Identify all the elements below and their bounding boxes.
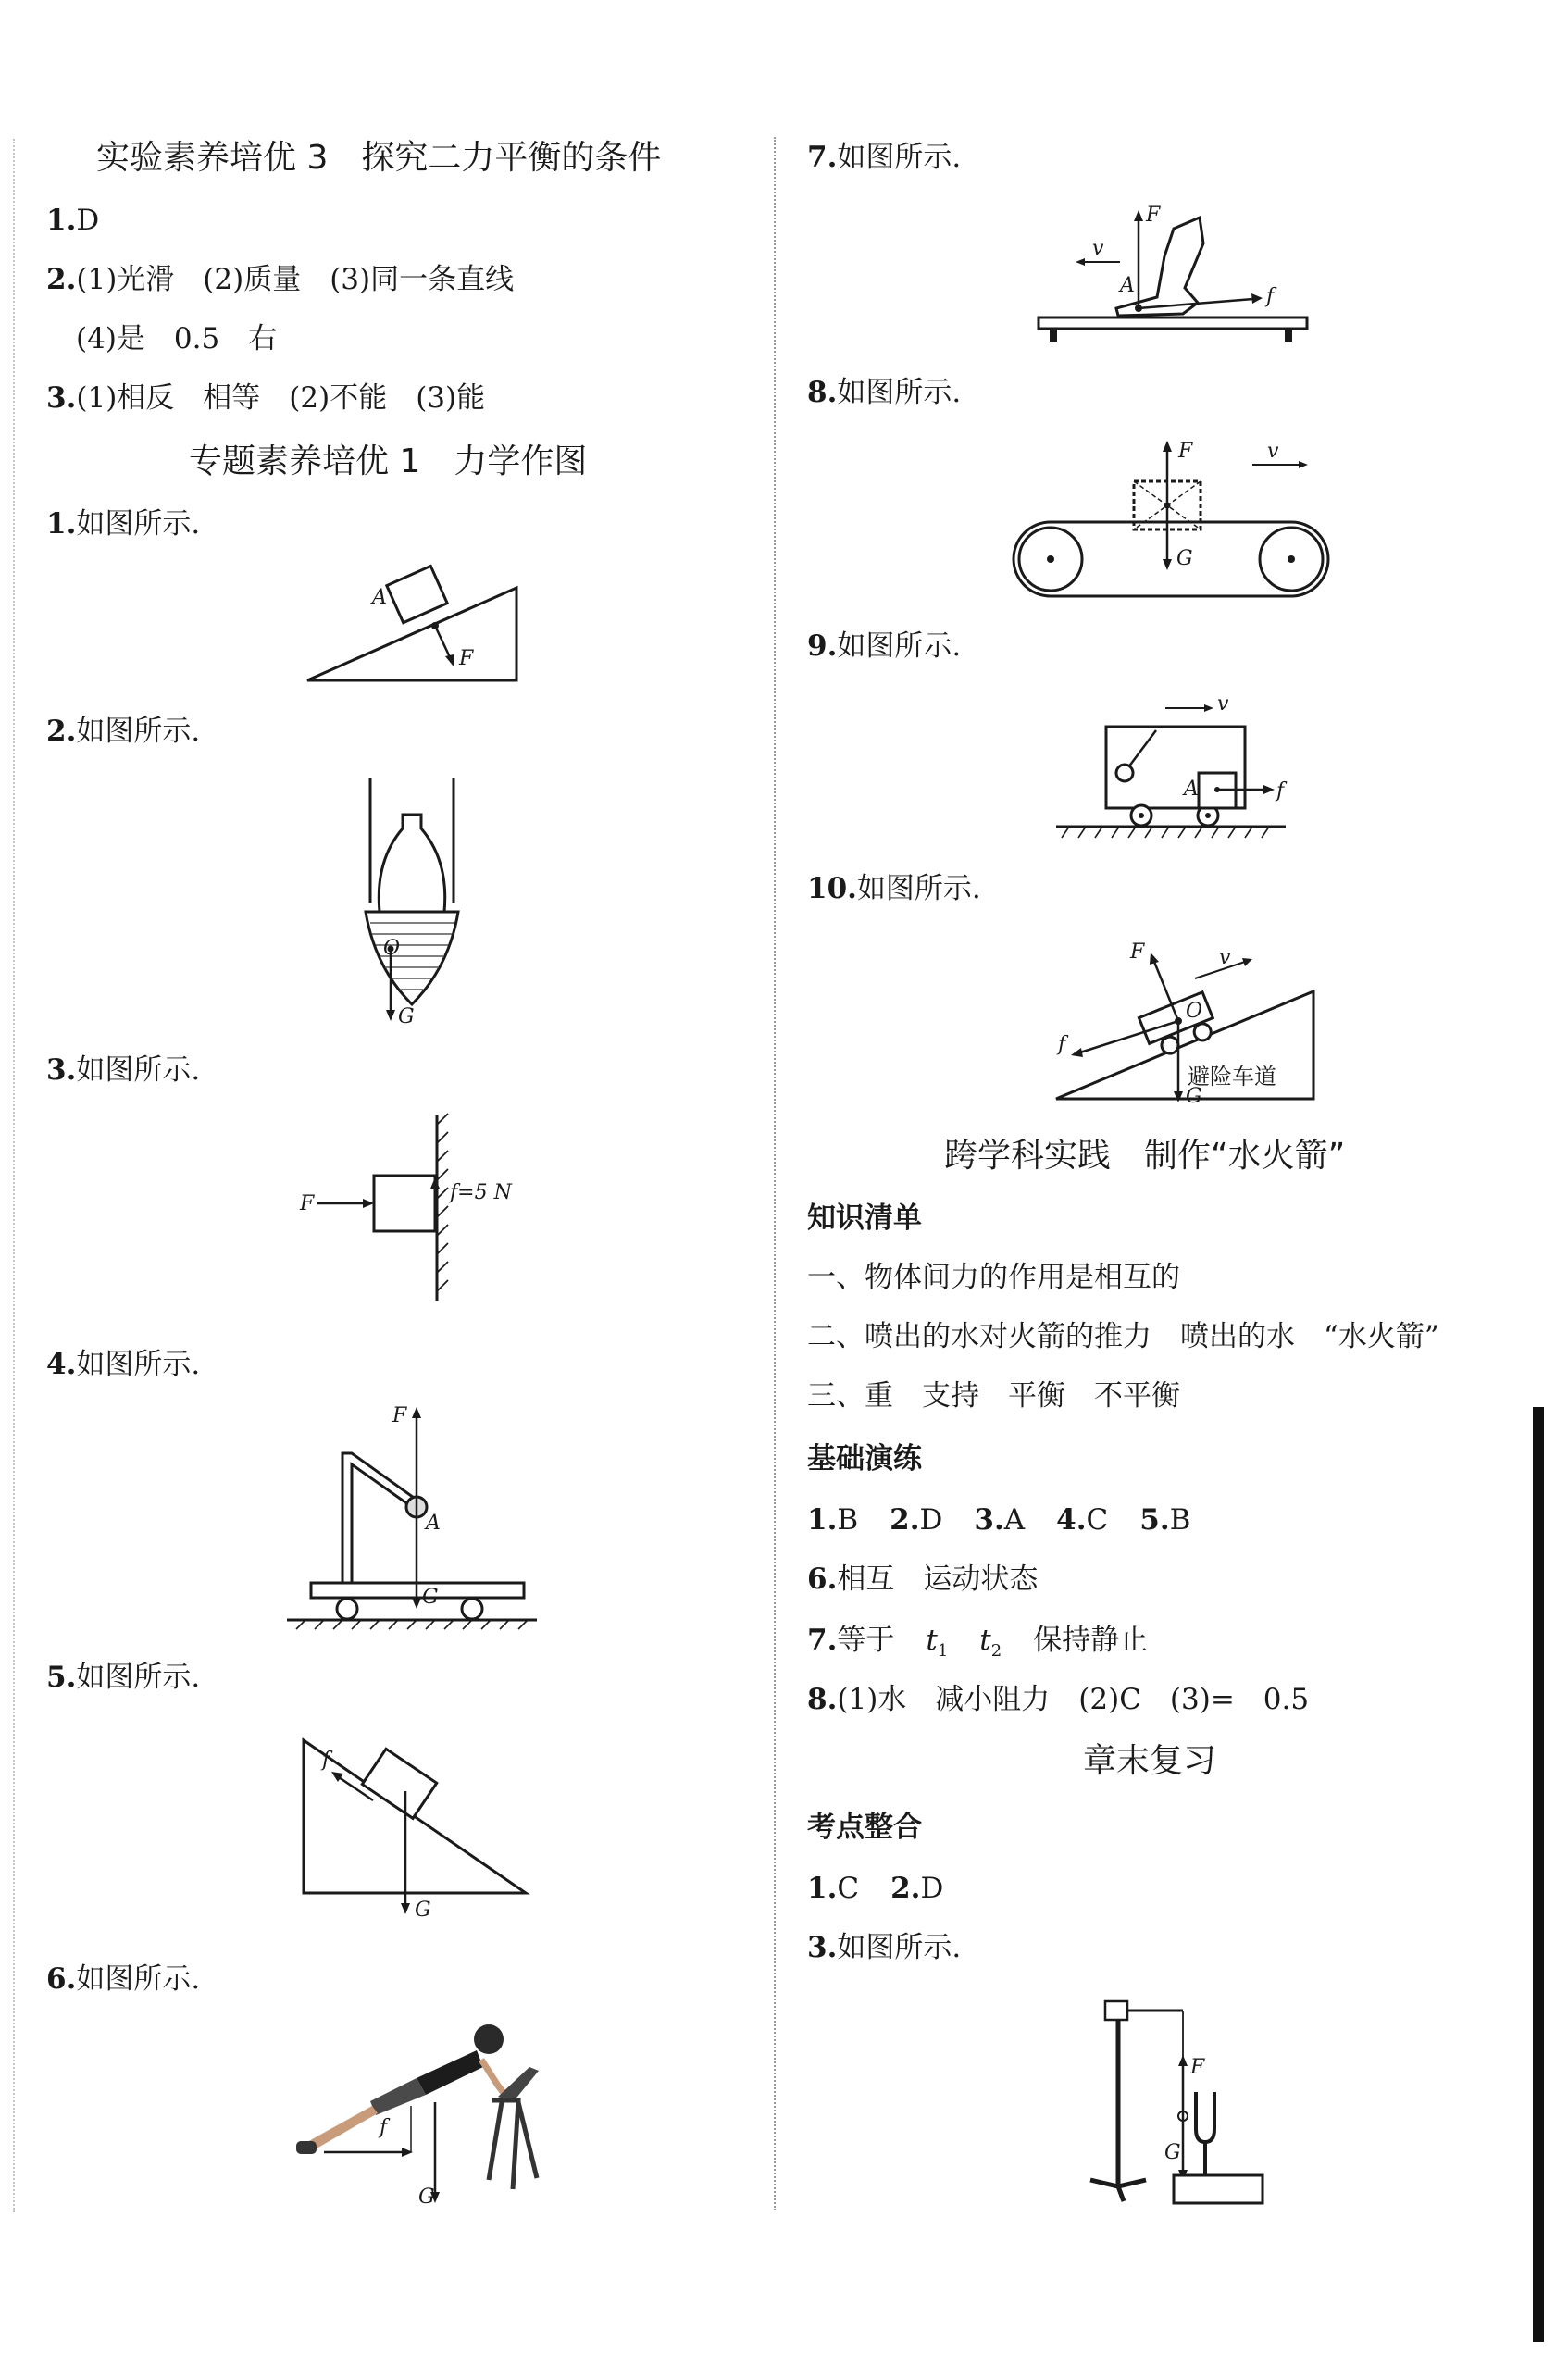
answer-text: (1)水 减小阻力 (2)C (3)= 0.5: [837, 1683, 1310, 1716]
answer-l-item-5: [46, 1659, 200, 1696]
answer-l-item-6: [46, 1961, 200, 1998]
arrow-head: [1076, 258, 1085, 266]
label-f-lower: f: [1266, 285, 1275, 308]
label-g: G: [418, 2185, 435, 2209]
figure-conveyor-belt: [1014, 435, 1338, 602]
figure-block-against-wall: [296, 1111, 537, 1305]
person-arm: [481, 2060, 504, 2093]
cone-vessel: [366, 912, 458, 1004]
edge-bar: [1533, 1407, 1544, 2342]
wheel-axle: [1205, 813, 1211, 818]
arrow-head: [401, 1903, 410, 1914]
answer-text: 保持静止: [1033, 1624, 1149, 1657]
block: [374, 1176, 435, 1231]
label-f: F: [459, 647, 474, 670]
label-f: f: [322, 1749, 330, 1772]
left-margin-rule: [13, 139, 15, 2212]
figure-block-on-steep-incline: [294, 1722, 544, 1935]
arrow-head: [1163, 441, 1172, 452]
answer-text: D: [920, 1872, 944, 1905]
answer-text: 如图所示.: [76, 715, 201, 748]
label-f-upper: F: [1130, 940, 1145, 964]
question-number: 5.: [46, 1661, 77, 1694]
wheel-left: [337, 1599, 357, 1619]
heading-knowledge-list: 知识清单: [807, 1202, 922, 1235]
arrow-head: [1263, 785, 1275, 794]
arrow-head: [412, 1598, 421, 1609]
question-number: 5.: [1139, 1503, 1170, 1537]
chair-back: [498, 2067, 539, 2102]
knowledge-line-1: 一、物体间力的作用是相互的: [807, 1261, 1180, 1294]
question-number: 2.: [890, 1872, 921, 1905]
answer-text: (1)相反 相等 (2)不能 (3)能: [76, 381, 486, 415]
figure-wagon-with-block: [1051, 690, 1291, 847]
arrow-head: [386, 1010, 395, 1021]
label-v: v: [1217, 692, 1229, 716]
arrow-head: [1134, 210, 1143, 221]
answer-l-q1: [46, 202, 99, 239]
knowledge-line-2: 二、喷出的水对火箭的推力 喷出的水 “水火箭”: [807, 1320, 1439, 1353]
question-number: 7.: [807, 1624, 838, 1657]
figure-bottle-in-cone: [352, 773, 491, 1032]
question-number: 1.: [807, 1872, 838, 1905]
foot-outline: [1116, 218, 1203, 316]
board: [1039, 318, 1307, 329]
label-f-upper: F: [1146, 204, 1161, 227]
figure-block-on-incline: [296, 565, 537, 694]
label-g: G: [1164, 2141, 1181, 2164]
section-title-water-rocket: 跨学科实践 制作“水火箭”: [944, 1137, 1346, 1175]
question-number: 6.: [807, 1563, 838, 1596]
arrow-head: [1299, 461, 1308, 468]
label-g: G: [1186, 1085, 1202, 1108]
question-number: 2.: [46, 715, 77, 748]
answer-text: 如图所示.: [837, 141, 962, 174]
roller-axle: [1047, 555, 1054, 563]
label-a: A: [426, 1512, 441, 1535]
question-number: 3.: [974, 1503, 1004, 1537]
label-a: A: [1120, 274, 1135, 297]
label-a: A: [1184, 778, 1199, 801]
arrow-head: [1071, 1048, 1083, 1057]
arrow-head: [1178, 2055, 1188, 2066]
answer-l-q3: [46, 380, 485, 417]
bottle: [379, 815, 444, 912]
answer-text: 如图所示.: [837, 1931, 962, 1964]
arrow-head: [1242, 958, 1252, 966]
answer-text: B: [837, 1503, 859, 1537]
wheel-axle: [1139, 813, 1144, 818]
question-number: 7.: [807, 141, 838, 174]
answer-text: 等于: [837, 1624, 895, 1657]
answer-review-1-2: [807, 1870, 943, 1907]
label-g: G: [422, 1586, 439, 1609]
answer-text: 如图所示.: [76, 1053, 201, 1087]
label-g: G: [1176, 547, 1193, 570]
heading-key-points: 考点整合: [807, 1811, 922, 1844]
answer-r-item-7: [807, 139, 961, 176]
person-torso: [417, 2050, 483, 2095]
label-f: F: [392, 1404, 407, 1427]
label-a: A: [372, 586, 387, 609]
answer-text: 如图所示.: [76, 1962, 201, 1996]
question-number: 8.: [807, 1683, 838, 1716]
clamp: [1105, 2001, 1127, 2020]
label-f: F: [300, 1192, 315, 1215]
wheel-right: [462, 1599, 482, 1619]
question-number: 6.: [46, 1962, 77, 1996]
label-g: G: [415, 1899, 431, 1922]
label-g: G: [398, 1005, 415, 1028]
answer-text: C: [837, 1872, 860, 1905]
answer-text: B: [1169, 1503, 1191, 1537]
answer-text: A: [1003, 1503, 1026, 1537]
figure-crane-cart: [278, 1398, 546, 1629]
question-number: 3.: [807, 1931, 838, 1964]
label-f-5n: f=5 N: [450, 1181, 512, 1204]
knowledge-line-3: 三、重 支持 平衡 不平衡: [807, 1379, 1180, 1413]
block-a: [387, 566, 447, 622]
arrow-head: [1204, 704, 1213, 712]
question-number: 2.: [46, 263, 77, 296]
figure-stand-tuning-fork: [1072, 1990, 1276, 2212]
label-v: v: [1267, 440, 1279, 463]
board-leg-right: [1285, 329, 1292, 342]
question-number: 10.: [807, 872, 857, 905]
answer-text: 相互 运动状态: [837, 1563, 1039, 1596]
arrow-head: [1150, 953, 1159, 965]
label-f: f: [1276, 779, 1285, 803]
answer-text: C: [1086, 1503, 1109, 1537]
label-f: f: [380, 2116, 388, 2139]
answer-l-item-1: [46, 505, 200, 542]
heading-basic-practice: 基础演练: [807, 1442, 922, 1476]
answer-l-q2-line2: (4)是 0.5 右: [76, 322, 278, 355]
figure-person-pushing-chair: [287, 2013, 546, 2208]
label-road: 避险车道: [1188, 1064, 1276, 1090]
question-number: 1.: [46, 204, 77, 237]
label-v: v: [1092, 237, 1104, 260]
board-leg-left: [1050, 329, 1057, 342]
figure-foot-on-board: [1035, 199, 1313, 347]
tuning-fork: [1196, 2092, 1214, 2142]
ground-hatch: [1062, 827, 1269, 838]
section-title-chapter-review: 章末复习: [1083, 1742, 1217, 1780]
arrow-head: [445, 654, 454, 666]
question-number: 4.: [46, 1348, 77, 1381]
answer-row-1-5: [807, 1501, 1190, 1538]
arrow-head: [1163, 559, 1172, 570]
section-title-experiment-3: 实验素养培优 3 探究二力平衡的条件: [96, 139, 662, 177]
answer-r-q7: [807, 1622, 1148, 1670]
label-f: F: [1190, 2056, 1205, 2079]
symbol-t1: t: [926, 1624, 938, 1657]
label-o: O: [1186, 1000, 1203, 1023]
answer-l-item-4: [46, 1346, 200, 1383]
question-number: 3.: [46, 381, 77, 415]
section-title-special-1: 专题素养培优 1 力学作图: [189, 442, 588, 480]
roller-axle: [1288, 555, 1295, 563]
subscript-1: 1: [937, 1641, 949, 1662]
symbol-t2: t: [979, 1624, 991, 1657]
figure-cart-on-ramp: [1051, 930, 1328, 1115]
wall-hatch: [437, 1114, 448, 1291]
answer-text: (1)光滑 (2)质量 (3)同一条直线: [76, 263, 515, 296]
block: [362, 1749, 436, 1818]
answer-text: 如图所示.: [856, 872, 981, 905]
answer-text: 如图所示.: [76, 507, 201, 541]
label-f-lower: f: [1058, 1033, 1066, 1056]
label-o: O: [383, 937, 401, 960]
answer-text: D: [919, 1503, 943, 1537]
person-head: [474, 2024, 504, 2054]
question-number: 2.: [890, 1503, 920, 1537]
person-shorts: [370, 2078, 426, 2115]
question-number: 8.: [807, 376, 838, 409]
resonance-box: [1174, 2175, 1263, 2203]
question-number: 9.: [807, 629, 838, 663]
arrow-head: [412, 1407, 421, 1418]
answer-r-q8: [807, 1681, 1309, 1718]
force-arrow-f: [435, 626, 450, 657]
answer-r-item-9: [807, 628, 961, 665]
column-divider: [774, 137, 776, 2210]
arrow-head: [1174, 1091, 1183, 1102]
chair-legs: [489, 2100, 537, 2189]
answer-l-q2-line1: [46, 261, 514, 298]
pendulum-ball: [1116, 765, 1133, 781]
answer-text: 如图所示.: [76, 1661, 201, 1694]
person-shoe: [296, 2141, 317, 2154]
label-f: F: [1178, 440, 1193, 463]
answer-text: 如图所示.: [837, 629, 962, 663]
answer-l-item-3: [46, 1052, 200, 1089]
label-v: v: [1219, 946, 1231, 969]
arrow-head: [1251, 293, 1263, 304]
question-number: 1.: [46, 507, 77, 541]
subscript-2: 2: [990, 1641, 1002, 1662]
answer-r-item-10: [807, 870, 981, 907]
answer-text: D: [76, 204, 100, 237]
answer-text: 如图所示.: [76, 1348, 201, 1381]
answer-r-item-8: [807, 374, 961, 411]
arrow-head: [363, 1199, 374, 1208]
answer-r-q6: [807, 1561, 1038, 1598]
question-number: 3.: [46, 1053, 77, 1087]
answer-text: 如图所示.: [837, 376, 962, 409]
answer-l-item-2: [46, 713, 200, 750]
answer-review-3: [807, 1929, 961, 1966]
crane-arm: [342, 1453, 417, 1583]
question-number: 4.: [1056, 1503, 1087, 1537]
question-number: 1.: [807, 1503, 838, 1537]
